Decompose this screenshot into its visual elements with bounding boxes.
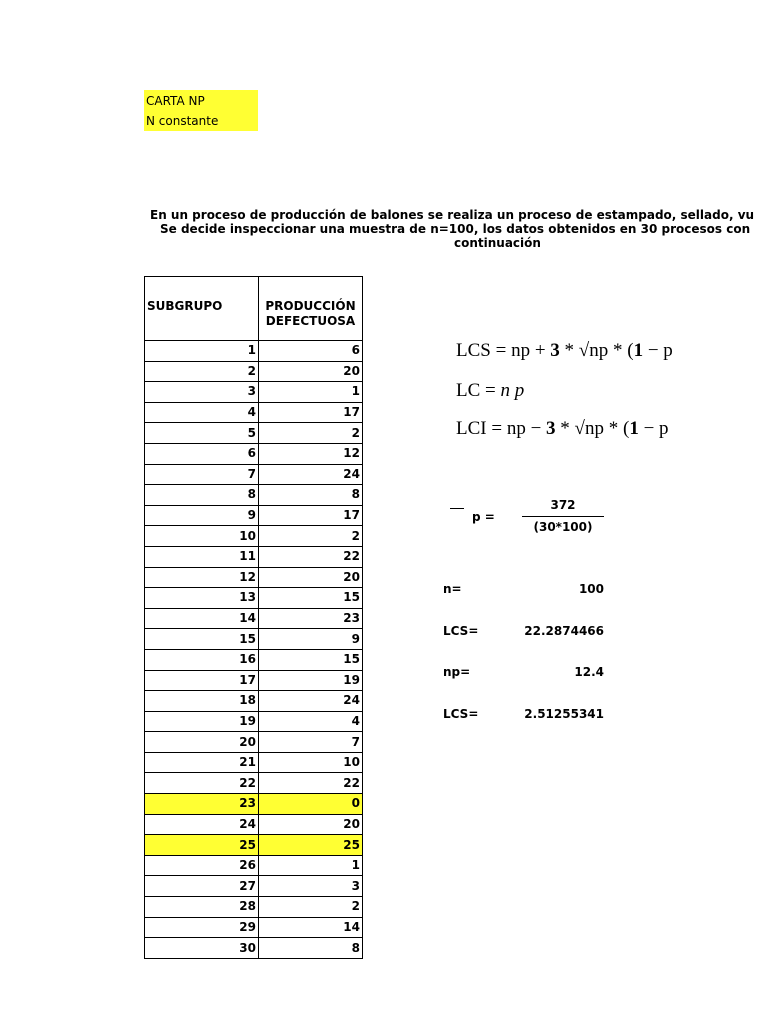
subgrupo-cell: 1 <box>145 341 259 362</box>
defectuosa-cell: 19 <box>259 670 363 691</box>
p-numerator: 372 <box>550 498 576 512</box>
defectuosa-cell: 1 <box>259 382 363 403</box>
subgrupo-cell: 30 <box>145 938 259 959</box>
table-row <box>145 567 363 588</box>
table-row <box>145 629 363 650</box>
table-row <box>145 732 363 753</box>
chart-subtitle: N constante <box>146 114 219 128</box>
lcs-value: 22.2874466 <box>524 624 604 638</box>
subgrupo-cell: 27 <box>145 876 259 897</box>
table-row <box>145 341 363 362</box>
lci-label: LCS= <box>443 707 479 721</box>
table-row <box>145 670 363 691</box>
subgrupo-cell: 12 <box>145 567 259 588</box>
subgrupo-cell: 24 <box>145 814 259 835</box>
n-value: 100 <box>578 582 604 596</box>
fraction-line <box>522 516 604 517</box>
defectuosa-cell: 2 <box>259 897 363 918</box>
p-label: p = <box>472 510 495 524</box>
defectuosa-cell: 7 <box>259 732 363 753</box>
subgrupo-cell: 25 <box>145 835 259 856</box>
subgrupo-cell: 6 <box>145 443 259 464</box>
table-row <box>145 485 363 506</box>
lcs-label: LCS= <box>443 624 479 638</box>
table-row <box>145 773 363 794</box>
table-row <box>145 361 363 382</box>
subgrupo-cell: 7 <box>145 464 259 485</box>
defects-table <box>144 276 363 959</box>
table-row <box>145 649 363 670</box>
table-row <box>145 752 363 773</box>
problem-statement <box>130 208 768 250</box>
table-row <box>145 608 363 629</box>
table-row <box>145 897 363 918</box>
p-bar-line <box>450 508 464 509</box>
defectuosa-cell: 10 <box>259 752 363 773</box>
table-row <box>145 835 363 856</box>
intro-line-1: En un proceso de producción de balones se realiza un proceso de estampado, sellado, vu <box>150 208 755 222</box>
subgrupo-cell: 16 <box>145 649 259 670</box>
chart-title-box <box>144 90 258 131</box>
intro-line-3: continuación <box>454 236 541 250</box>
defectuosa-cell: 2 <box>259 526 363 547</box>
defectuosa-cell: 2 <box>259 423 363 444</box>
subgrupo-cell: 20 <box>145 732 259 753</box>
defectuosa-cell: 12 <box>259 443 363 464</box>
subgrupo-cell: 17 <box>145 670 259 691</box>
table-row <box>145 876 363 897</box>
defectuosa-cell: 23 <box>259 608 363 629</box>
defectuosa-cell: 1 <box>259 855 363 876</box>
defectuosa-cell: 20 <box>259 361 363 382</box>
defectuosa-cell: 15 <box>259 649 363 670</box>
chart-title: CARTA NP <box>146 94 205 108</box>
subgrupo-cell: 5 <box>145 423 259 444</box>
subgrupo-cell: 15 <box>145 629 259 650</box>
defectuosa-cell: 25 <box>259 835 363 856</box>
subgrupo-cell: 9 <box>145 505 259 526</box>
table-row <box>145 814 363 835</box>
defectuosa-cell: 24 <box>259 464 363 485</box>
p-denominator: (30*100) <box>533 520 593 534</box>
defectuosa-cell: 6 <box>259 341 363 362</box>
header-subgrupo: SUBGRUPO <box>145 277 259 341</box>
subgrupo-cell: 2 <box>145 361 259 382</box>
table-row <box>145 443 363 464</box>
defectuosa-cell: 22 <box>259 546 363 567</box>
table-row <box>145 505 363 526</box>
subgrupo-cell: 26 <box>145 855 259 876</box>
defectuosa-cell: 15 <box>259 588 363 609</box>
defectuosa-cell: 22 <box>259 773 363 794</box>
defectuosa-cell: 20 <box>259 567 363 588</box>
table-row <box>145 691 363 712</box>
defectuosa-cell: 20 <box>259 814 363 835</box>
subgrupo-cell: 8 <box>145 485 259 506</box>
table-row <box>145 794 363 815</box>
defectuosa-cell: 24 <box>259 691 363 712</box>
lc-formula: LC = n $\overline{p}$ <box>456 380 525 401</box>
defectuosa-cell: 3 <box>259 876 363 897</box>
defectuosa-cell: 17 <box>259 402 363 423</box>
defectuosa-cell: 8 <box>259 938 363 959</box>
table-row <box>145 938 363 959</box>
subgrupo-cell: 3 <box>145 382 259 403</box>
subgrupo-cell: 19 <box>145 711 259 732</box>
table-row <box>145 855 363 876</box>
np-value: 12.4 <box>574 665 604 679</box>
table-row <box>145 917 363 938</box>
defectuosa-cell: 9 <box>259 629 363 650</box>
defectuosa-cell: 4 <box>259 711 363 732</box>
defectuosa-cell: 0 <box>259 794 363 815</box>
table-row <box>145 423 363 444</box>
table-row <box>145 382 363 403</box>
subgrupo-cell: 14 <box>145 608 259 629</box>
subgrupo-cell: 4 <box>145 402 259 423</box>
subgrupo-cell: 28 <box>145 897 259 918</box>
defectuosa-cell: 17 <box>259 505 363 526</box>
subgrupo-cell: 22 <box>145 773 259 794</box>
intro-line-2: Se decide inspeccionar una muestra de n=100, los datos obtenidos en 30 procesos con <box>160 222 751 236</box>
lci-formula: LCI = $n\overline{p} - 3 * √n\overline{p} * (1 - \overline{p}$ <box>456 418 669 439</box>
subgrupo-cell: 18 <box>145 691 259 712</box>
table-row <box>145 526 363 547</box>
header-produccion: PRODUCCIÓN DEFECTUOSA <box>259 277 363 341</box>
subgrupo-cell: 11 <box>145 546 259 567</box>
subgrupo-cell: 29 <box>145 917 259 938</box>
defectuosa-cell: 8 <box>259 485 363 506</box>
np-label: np= <box>443 665 471 679</box>
table-row <box>145 588 363 609</box>
subgrupo-cell: 13 <box>145 588 259 609</box>
table-row <box>145 402 363 423</box>
subgrupo-cell: 23 <box>145 794 259 815</box>
subgrupo-cell: 10 <box>145 526 259 547</box>
table-row <box>145 711 363 732</box>
table-row <box>145 546 363 567</box>
table-row <box>145 464 363 485</box>
lcs-formula: LCS = $n\overline{p} + 3 * √n\overline{p} * (1 - \overline{p}$ <box>456 340 673 361</box>
defectuosa-cell: 14 <box>259 917 363 938</box>
n-label: n= <box>443 582 462 596</box>
subgrupo-cell: 21 <box>145 752 259 773</box>
lci-value: 2.51255341 <box>524 707 604 721</box>
